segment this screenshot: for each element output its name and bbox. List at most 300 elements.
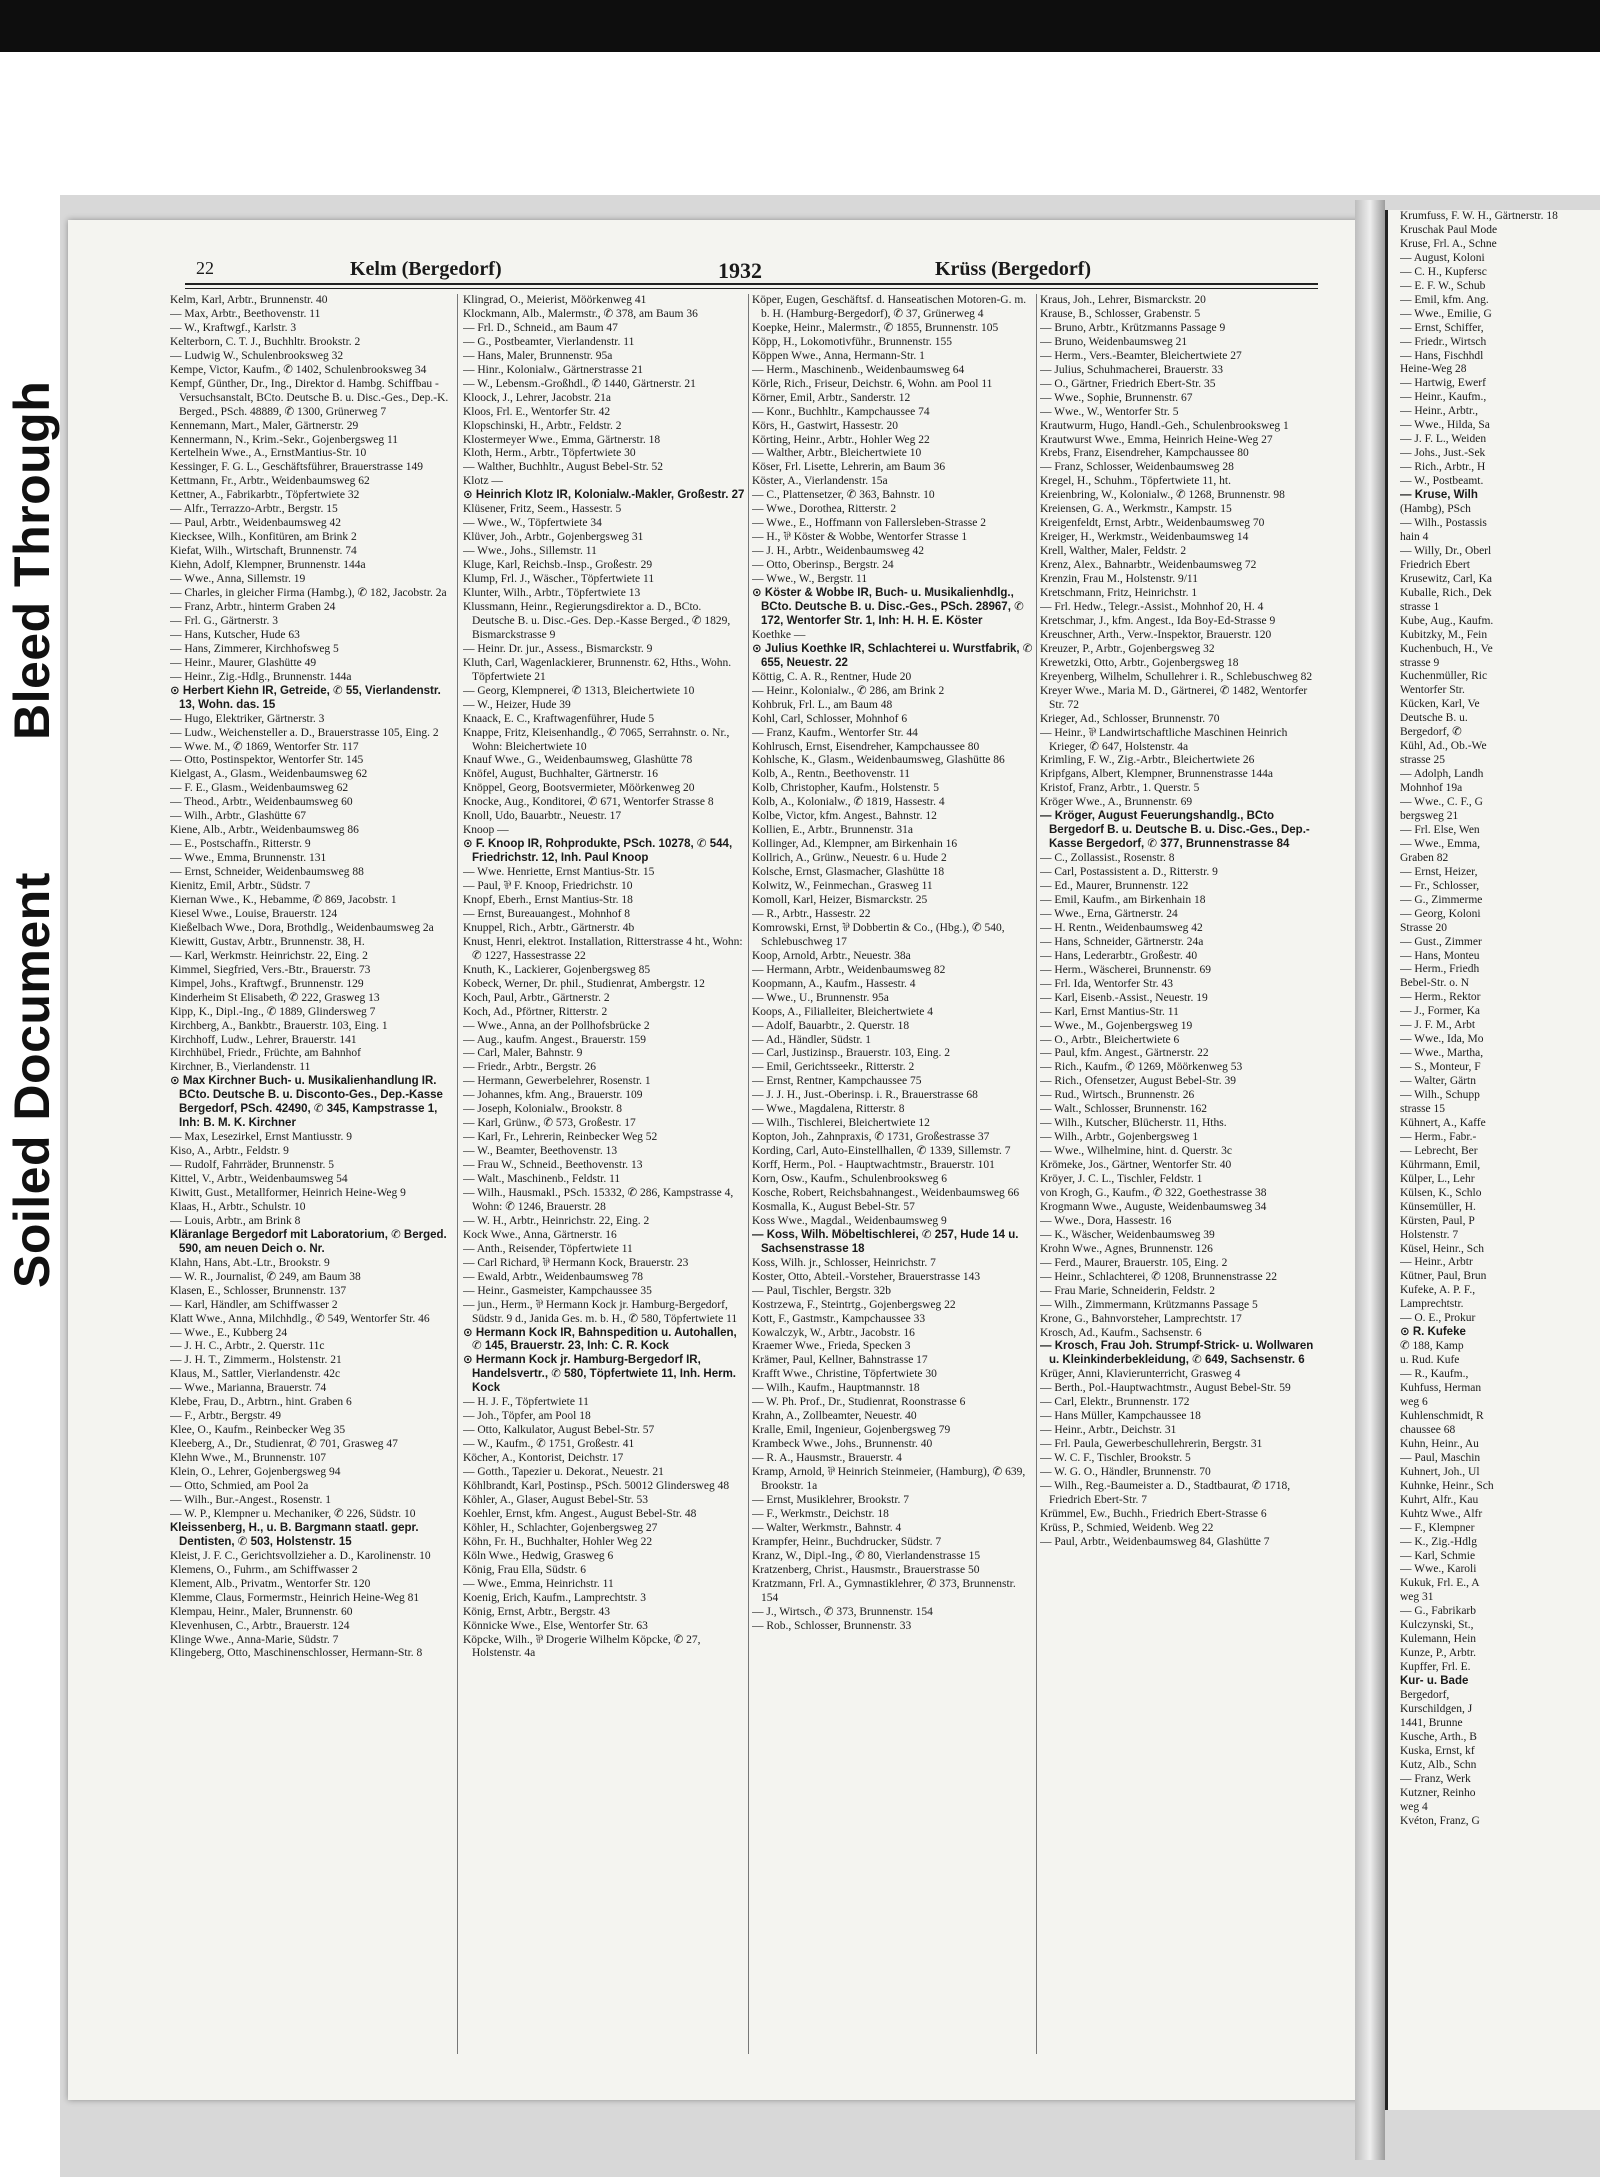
directory-entry: Heine-Weg 28 [1400,363,1467,376]
directory-entry: — H. J. F., Töpfertwiete 11 [463,1396,589,1409]
directory-entry: Kube, Aug., Kaufm. [1400,614,1494,627]
directory-entry: Kowalczyk, W., Arbtr., Jacobstr. 16 [752,1326,915,1339]
directory-entry: — Bruno, Arbtr., Krützmanns Passage 9 [1040,321,1226,334]
directory-entry: Krahn, A., Zollbeamter, Neuestr. 40 [752,1410,917,1423]
directory-entry: — Wwe., W., Wentorfer Str. 5 [1040,405,1179,418]
directory-entry: — Charles, in gleicher Firma (Hambg.), ✆ 182, Jacobstr. 2a [170,587,447,600]
directory-entry: Kratzmann, Frl. A., Gymnastiklehrer, ✆ 373, Brunnenstr. 154 [752,1577,1016,1604]
directory-entry: — W., Kraftwgf., Karlstr. 3 [170,321,297,334]
directory-entry: Kittel, V., Arbtr., Weidenbaumsweg 54 [170,1173,348,1186]
directory-entry: chaussee 68 [1400,1423,1456,1436]
directory-entry: — W., Lebensm.-Großhdl., ✆ 1440, Gärtnerstr. 21 [463,377,696,390]
directory-entry: Kulemann, Hein [1400,1633,1477,1646]
directory-entry: — J. F. M., Arbt [1400,1019,1476,1032]
directory-entry: Kiene, Alb., Arbtr., Weidenbaumsweg 86 [170,824,359,837]
directory-entry: Bergedorf, ✆ [1400,726,1462,739]
directory-entry: König, Frau Ella, Südstr. 6 [463,1563,586,1576]
directory-entry: — Kruse, Wilh [1400,489,1478,502]
directory-entry: — Berth., Pol.-Hauptwachtmstr., August Bebel-Str. 59 [1040,1382,1291,1395]
directory-entry: — Herm., Vers.-Beamter, Bleichertwiete 27 [1040,349,1242,362]
directory-entry: — Carl Richard, ⅌ Hermann Kock, Brauerstr. 23 [463,1256,689,1269]
directory-entry: — Wwe., E., Kubberg 24 [170,1326,288,1339]
directory-entry: Kranz, W., Dipl.-Ing., ✆ 80, Vierlandenstrasse 15 [752,1549,981,1562]
directory-entry: — F., Werkmstr., Deichstr. 18 [752,1507,889,1520]
directory-entry: strasse 9 [1400,656,1440,669]
directory-entry: — jun., Herm., ⅌ Hermann Kock jr. Hamburg-Bergedorf, Südstr. 9 d., Janida Ges. m. b. H., ✆ 580, Töpfertwiete 11 [463,1298,738,1325]
directory-entry: Klotz — [463,475,503,488]
directory-entry: strasse 1 [1400,600,1440,613]
directory-entry: Klevenhusen, C., Arbtr., Brauerstr. 124 [170,1619,350,1632]
directory-entry: Kohlsche, K., Glasm., Weidenbaumsweg, Glashütte 86 [752,754,1005,767]
directory-entry: — Franz, Werk [1400,1772,1471,1785]
directory-entry: Knopf, Eberh., Ernst Mantius-Str. 18 [463,893,633,906]
directory-entry: Kröger Wwe., A., Brunnenstr. 69 [1040,796,1193,809]
directory-entry: Krüger, Anni, Klavierunterricht, Grasweg 4 [1040,1368,1241,1381]
directory-entry: Kreyenberg, Wilhelm, Schullehrer i. R., Schlebuschweg 82 [1040,670,1313,683]
directory-entry: — Herm., Wäscherei, Brunnenstr. 69 [1040,963,1211,976]
directory-entry: Kretschmann, Fritz, Heinrichstr. 1 [1040,587,1198,600]
directory-entry: — Hans, Schneider, Gärtnerstr. 24a [1040,935,1204,948]
directory-entry: Kluth, Carl, Wagenlackierer, Brunnenstr. 62, Hths., Wohn. Töpfertwiete 21 [463,656,732,683]
directory-entry: Klump, Frl. J., Wäscher., Töpfertwiete 11 [463,573,655,586]
directory-entry: — Ernst, Schneider, Weidenbaumsweg 88 [170,866,364,879]
directory-entry: — Rich., Ofensetzer, August Bebel-Str. 39 [1040,1075,1236,1088]
directory-entry: Kur- u. Bade [1400,1675,1469,1688]
directory-entry: Knuth, K., Lackierer, Gojenbergsweg 85 [463,963,651,976]
directory-entry: — Ferd., Maurer, Brauerstr. 105, Eing. 2 [1040,1256,1228,1269]
directory-entry: ⊙ Hermann Kock IR, Bahnspedition u. Autohallen, ✆ 145, Brauerstr. 23, Inh: C. R. Kock [463,1326,737,1353]
directory-entry: — Ludwig W., Schulenbrooksweg 32 [170,349,344,362]
directory-entry: Kusche, Arth., B [1400,1730,1477,1743]
directory-entry: — Carl, Postassistent a. D., Ritterstr. 9 [1040,866,1218,879]
directory-entry: Koehler, Ernst, kfm. Angest., August Bebel-Str. 48 [463,1507,697,1520]
directory-entry: — Franz, Arbtr., hinterm Graben 24 [170,600,336,613]
directory-entry: — Gust., Zimmer [1400,935,1482,948]
directory-entry: Kirchberg, A., Bankbtr., Brauerstr. 103, Eing. 1 [170,1019,388,1032]
directory-entry: — Wwe., U., Brunnenstr. 95a [752,991,889,1004]
column-5 [1400,210,1600,1980]
directory-entry: — Wwe., Emma, Heinrichstr. 11 [463,1577,614,1590]
directory-entry: — Joh., Töpfer, am Pool 18 [463,1410,591,1423]
directory-entry: — J. F. L., Weiden [1400,433,1487,446]
directory-entry: Körner, Emil, Arbtr., Sanderstr. 12 [752,391,911,404]
directory-entry: (Hambg), PSch [1400,503,1471,516]
year-heading: 1932 [718,258,762,283]
directory-entry: Kröyer, J. C. L., Tischler, Feldstr. 1 [1040,1173,1203,1186]
directory-entry: Kuhtz Wwe., Alfr [1400,1507,1483,1520]
directory-entry: — Alfr., Terrazzo-Arbtr., Bergstr. 15 [170,503,338,516]
directory-entry: — Heinr., ⅌ Landwirtschaftliche Maschinen Heinrich Krieger, ✆ 647, Holstenstr. 4a [1040,726,1288,753]
directory-entry: — W. P., Klempner u. Mechaniker, ✆ 226, Südstr. 10 [170,1507,416,1520]
directory-entry: Köhlbrandt, Karl, Postinsp., PSch. 50012 Glindersweg 48 [463,1480,730,1493]
directory-entry: — Adolph, Landh [1400,768,1484,781]
directory-entry: Kertelhein Wwe., A., ErnstMantius-Str. 10 [170,447,367,460]
directory-entry: Komrowski, Ernst, ⅌ Dobbertin & Co., (Hbg.), ✆ 540, Schlebuschweg 17 [752,921,1005,948]
directory-entry: — Kröger, August Feuerungshandlg., BCto Bergedorf B. u. Deutsche B. u. Disc.-Ges., Dep.-Kasse Bergedorf, ✆ 377, Brunnenstrasse 84 [1040,810,1310,851]
directory-entry: Krogmann Wwe., Auguste, Weidenbaumsweg 34 [1040,1200,1267,1213]
directory-entry: Kupffer, Frl. E. [1400,1661,1471,1674]
directory-entry: Kreyer Wwe., Maria M. D., Gärtnerei, ✆ 1482, Wentorfer Str. 72 [1040,684,1308,711]
directory-entry: — Heinr., Schlachterei, ✆ 1208, Brunnenstrasse 22 [1040,1270,1278,1283]
directory-entry: Klinge Wwe., Anna-Marie, Südstr. 7 [170,1633,339,1646]
directory-entry: Knust, Henri, elektrot. Installation, Ritterstrasse 4 ht., Wohn: ✆ 1227, Hassestrasse 22 [463,935,743,962]
directory-entry: Klatt Wwe., Anna, Milchhdlg., ✆ 549, Wentorfer Str. 46 [170,1312,430,1325]
directory-entry: Krell, Walther, Maler, Feldstr. 2 [1040,545,1187,558]
directory-entry: — Koss, Wilh. Möbeltischlerei, ✆ 257, Hude 14 u. Sachsenstrasse 18 [752,1228,1019,1255]
directory-entry: — Hugo, Elektriker, Gärtnerstr. 3 [170,712,325,725]
directory-entry: Kreiensen, G. A., Werkmstr., Kampstr. 15 [1040,503,1232,516]
directory-entry: Klunter, Wilh., Arbtr., Töpfertwiete 13 [463,587,641,600]
directory-entry: — Wwe., Anna, an der Pollhofsbrücke 2 [463,1019,650,1032]
directory-entry: — Emil, Gerichtsseekr., Ritterstr. 2 [752,1061,915,1074]
directory-entry: — Wwe., Emma, [1400,837,1480,850]
directory-entry: — S., Monteur, F [1400,1061,1481,1074]
directory-entry: — Adolf, Bauarbtr., 2. Querstr. 18 [752,1019,910,1032]
directory-entry: — Aug., kaufm. Angest., Brauerstr. 159 [463,1033,647,1046]
directory-entry: Korff, Herm., Pol. - Hauptwachtmstr., Brauerstr. 101 [752,1159,995,1172]
directory-entry: — Heinr., Kolonialw., ✆ 286, am Brink 2 [752,684,945,697]
directory-entry: ⊙ F. Knoop IR, Rohprodukte, PSch. 10278, ✆ 544, Friedrichstr. 12, Inh. Paul Knoop [463,838,733,865]
directory-entry: strasse 25 [1400,754,1446,767]
directory-entry: Kührmann, Emil, [1400,1158,1481,1171]
directory-entry: — Paul, Tischler, Bergstr. 32b [752,1284,891,1297]
directory-entry: — Wilh., Zimmermann, Krützmanns Passage 5 [1040,1298,1258,1311]
directory-entry: — Wwe., W., Bergstr. 11 [752,573,868,586]
directory-entry: Kuhn, Heinr., Au [1400,1437,1479,1450]
directory-entry: Kelm, Karl, Arbtr., Brunnenstr. 40 [170,294,328,306]
directory-entry: Kolwitz, W., Feinmechan., Grasweg 11 [752,880,933,893]
directory-entry: u. Rud. Kufe [1400,1354,1460,1367]
directory-entry: bergsweg 21 [1400,809,1459,822]
directory-entry: Kinderheim St Elisabeth, ✆ 222, Grasweg 13 [170,991,380,1004]
directory-entry: — J. H., Arbtr., Weidenbaumsweg 42 [752,545,924,558]
directory-entry: Kießelbach Wwe., Dora, Brothdlg., Weidenbaumsweg 2a [170,921,434,934]
directory-entry: — K., Wäscher, Weidenbaumsweg 39 [1040,1228,1215,1241]
directory-entry: Klaas, H., Arbtr., Schulstr. 10 [170,1200,306,1213]
directory-entry: Kuchenbuch, H., Ve [1400,642,1493,655]
directory-entry: Kiernan Wwe., K., Hebamme, ✆ 869, Jacobstr. 1 [170,893,397,906]
directory-entry: Kolsche, Ernst, Glasmacher, Glashütte 18 [752,866,945,879]
directory-entry: Kohlrusch, Ernst, Eisendreher, Kampchaussee 80 [752,740,980,753]
directory-entry: — Emil, kfm. Ang. [1400,293,1489,306]
directory-entry: — W. Ph. Prof., Dr., Studienrat, Roonstrasse 6 [752,1396,966,1409]
directory-entry: ⊙ Köster & Wobbe IR, Buch- u. Musikalienhdlg., BCto. Deutsche B. u. Disc.-Ges., PSch. 28967, ✆ 172, Wentorfer Str. 1, Inh: H. H. E. Köster [752,587,1024,627]
directory-entry: — Herm., Maschinenb., Weidenbaumsweg 64 [752,363,965,376]
directory-entry: Kulczynski, St., [1400,1619,1474,1632]
directory-entry: — Hinr., Kolonialw., Gärtnerstrasse 21 [463,363,644,376]
directory-entry: ⊙ Heinrich Klotz IR, Kolonialw.-Makler, Großestr. 27 [463,489,745,502]
directory-entry: Kregel, H., Schuhm., Töpfertwiete 11, ht. [1040,475,1231,488]
directory-entry: Kiesel Wwe., Louise, Brauerstr. 124 [170,907,338,920]
directory-entry: — G., Postbeamter, Vierlandenstr. 11 [463,335,635,348]
directory-entry: — Hans, Lederarbtr., Großestr. 40 [1040,949,1198,962]
directory-entry: Koss Wwe., Magdal., Weidenbaumsweg 9 [752,1214,947,1227]
directory-entry: — Ed., Maurer, Brunnenstr. 122 [1040,880,1189,893]
directory-entry: Köhler, H., Schlachter, Gojenbergsweg 27 [463,1521,658,1534]
directory-entry: — Rud., Wirtsch., Brunnenstr. 26 [1040,1089,1195,1102]
directory-entry: Koch, Ad., Pförtner, Ritterstr. 2 [463,1005,608,1018]
directory-entry: von Krogh, G., Kaufm., ✆ 322, Goethestrasse 38 [1040,1187,1267,1199]
directory-entry: — Rich., Arbtr., H [1400,461,1486,474]
directory-entry: — Max, Arbtr., Beethovenstr. 11 [170,307,321,320]
directory-entry: Kuhfuss, Herman [1400,1382,1482,1395]
directory-entry: — Hartwig, Ewerf [1400,377,1486,390]
directory-entry: Krusewitz, Carl, Ka [1400,572,1492,585]
directory-entry: Kreuschner, Arth., Verw.-Inspektor, Brauerstr. 120 [1040,628,1272,641]
directory-entry: Kennermann, N., Krim.-Sekr., Gojenbergsweg 11 [170,433,399,446]
directory-entry: — W., Heizer, Hude 39 [463,698,571,711]
directory-entry: Kücken, Karl, Ve [1400,698,1480,711]
directory-entry: — Carl, Justizinsp., Brauerstr. 103, Eing. 2 [752,1047,951,1060]
directory-entry: — Otto, Schmied, am Pool 2a [170,1480,309,1493]
directory-entry: — C., Plattensetzer, ✆ 363, Bahnstr. 10 [752,489,935,502]
directory-entry: — Carl, Elektr., Brunnenstr. 172 [1040,1396,1190,1409]
directory-entry: Kiwitt, Gust., Metallformer, Heinrich Heine-Weg 9 [170,1187,406,1199]
directory-entry: Kostrzewa, F., Steintrtg., Gojenbergsweg 22 [752,1298,956,1311]
directory-entry: Kiso, A., Arbtr., Feldstr. 9 [170,1145,289,1158]
directory-entry: ⊙ Max Kirchner Buch- u. Musikalienhandlung IR. BCto. Deutsche B. u. Disconto-Ges., Dep.-Kasse Bergedorf, PSch. 42490, ✆ 345, Kampstrasse 1, Inh: B. M. K. Kirchner [170,1075,443,1130]
directory-entry: — Hermann, Gewerbelehrer, Rosenstr. 1 [463,1075,651,1088]
page-number: 22 [196,258,214,278]
directory-entry: — Karl, Werkmstr. Heinrichstr. 22, Eing. 2 [170,949,368,962]
directory-entry: Knoop — [463,824,509,837]
scanner-border [0,0,1600,52]
directory-entry: Klaus, M., Sattler, Vierlandenstr. 42c [170,1368,341,1381]
directory-entry: Kuchenmüller, Ric [1400,670,1488,683]
directory-entry: weg 6 [1400,1396,1428,1409]
directory-entry: Kuhlenschmidt, R [1400,1409,1484,1422]
directory-entry: Knuppel, Rich., Arbtr., Gärtnerstr. 4b [463,921,635,934]
directory-entry: Klüsener, Fritz, Seem., Hassestr. 5 [463,503,622,516]
directory-entry: — Wwe., Magdalena, Ritterstr. 8 [752,1103,905,1116]
directory-entry: Kluge, Karl, Reichsb.-Insp., Großestr. 29 [463,559,653,572]
directory-entry: Koepke, Heinr., Malermstr., ✆ 1855, Brunnenstr. 105 [752,321,999,334]
directory-entry: — Frau Marie, Schneiderin, Feldstr. 2 [1040,1284,1216,1297]
directory-entry: Kirchhübel, Friedr., Früchte, am Bahnhof [170,1047,361,1060]
directory-entry: — Wilh., Kaufm., Hauptmannstr. 18 [752,1382,920,1395]
directory-entry: — J. H. C., Arbtr., 2. Querstr. 11c [170,1340,325,1353]
directory-entry: Kürsten, Paul, P [1400,1214,1475,1227]
directory-entry: Kühl, Ad., Ob.-We [1400,740,1487,753]
directory-entry: Kott, F., Gastmstr., Kampchaussee 33 [752,1312,926,1325]
directory-entry: — Heinr., Arbtr., [1400,405,1478,418]
directory-entry: Krohn Wwe., Agnes, Brunnenstr. 126 [1040,1242,1213,1255]
directory-entry: Kettner, A., Fabrikarbtr., Töpfertwiete 32 [170,489,360,502]
column-4 [1040,294,1323,2064]
directory-entry: Klockmann, Alb., Malermstr., ✆ 378, am Baum 36 [463,307,698,320]
directory-entry: — R., Kaufm., [1400,1368,1469,1381]
directory-entry: — Wwe. Henriette, Ernst Mantius-Str. 15 [463,866,655,879]
directory-entry: — Wwe., Wilhelmine, hint. d. Querstr. 3c [1040,1145,1233,1158]
directory-entry: Kimpel, Johs., Kraftwgf., Brunnenstr. 129 [170,977,364,990]
book-gutter [1355,200,1385,2160]
directory-entry: — Walt., Schlosser, Brunnenstr. 162 [1040,1103,1208,1116]
directory-entry: Kielgast, A., Glasm., Weidenbaumsweg 62 [170,768,368,781]
column-divider [748,294,749,2054]
directory-entry: Kollinger, Ad., Klempner, am Birkenhain 16 [752,838,958,851]
directory-entry: Klüver, Joh., Arbtr., Gojenbergsweg 31 [463,531,644,544]
directory-entry: Krümmel, Ew., Buchh., Friedrich Ebert-Strasse 6 [1040,1507,1267,1520]
directory-entry: Knöppel, Georg, Bootsvermieter, Möörkenweg 20 [463,782,695,795]
directory-entry: Köln Wwe., Hedwig, Grasweg 6 [463,1549,614,1562]
directory-entry: — Ernst, Bureauangest., Mohnhof 8 [463,907,631,920]
directory-entry: Kloth, Herm., Arbtr., Töpfertwiete 30 [463,447,636,460]
directory-entry: 1441, Brunne [1400,1716,1463,1729]
directory-entry: Kretschmar, J., kfm. Angest., Ida Boy-Ed-Strasse 9 [1040,614,1276,627]
directory-entry: Kutzner, Reinho [1400,1786,1476,1799]
directory-entry: — Ernst, Schiffer, [1400,321,1484,334]
directory-entry: — Karl, Grünw., ✆ 573, Großestr. 17 [463,1117,636,1130]
directory-entry: Külper, L., Lehr [1400,1172,1475,1185]
directory-entry: Krautwurst Wwe., Emma, Heinrich Heine-Weg 27 [1040,433,1273,446]
directory-entry: — Frl. Else, Wen [1400,823,1480,836]
directory-entry: Knappe, Fritz, Kleisenhandlg., ✆ 7065, Serrahnstr. o. Nr., Wohn: Bleichertwiete 10 [463,726,730,753]
directory-entry: — Wilh., Hausmakl., PSch. 15332, ✆ 286, Kampstrasse 4, Wohn: ✆ 1246, Brauerstr. 28 [463,1187,734,1213]
directory-entry: — Ernst, Musiklehrer, Brookstr. 7 [752,1493,910,1506]
directory-entry: Krumfuss, F. W. H., Gärtnerstr. 18 [1400,210,1558,222]
directory-entry: — Paul, kfm. Angest., Gärtnerstr. 22 [1040,1047,1209,1060]
directory-entry: Künsemüller, H. [1400,1200,1476,1213]
directory-entry: Klemens, O., Fuhrm., am Schiffwasser 2 [170,1563,358,1576]
directory-entry: Krautwurm, Hugo, Handl.-Geh., Schulenbrooksweg 1 [1040,419,1289,432]
directory-entry: Kraemer Wwe., Frieda, Specken 3 [752,1340,911,1353]
directory-entry: — Wwe., Emilie, G [1400,307,1492,320]
directory-entry: Kopton, Joh., Zahnpraxis, ✆ 1731, Großestrasse 37 [752,1131,990,1144]
directory-entry: Köcher, A., Kontorist, Deichstr. 17 [463,1452,624,1465]
directory-entry: — Frl. Hedw., Telegr.-Assist., Mohnhof 20, H. 4 [1040,600,1264,613]
directory-entry: — Frl. Paula, Gewerbeschullehrerin, Bergstr. 31 [1040,1438,1263,1451]
directory-entry: — Heinr. Dr. jur., Assess., Bismarckstr. 9 [463,642,653,655]
directory-entry: Körting, Heinr., Arbtr., Hohler Weg 22 [752,433,930,446]
directory-entry: — Heinr., Kaufm., [1400,391,1487,404]
directory-entry: — Georg, Klempnerei, ✆ 1313, Bleichertwiete 10 [463,684,695,697]
directory-entry: Kipp, K., Dipl.-Ing., ✆ 1889, Glindersweg 7 [170,1005,376,1018]
directory-entry: — August, Koloni [1400,251,1485,264]
directory-entry: Kelterborn, C. T. J., Buchhltr. Brookstr. 2 [170,335,361,348]
directory-entry: — Paul, Arbtr., Weidenbaumsweg 84, Glashütte 7 [1040,1535,1270,1548]
directory-entry: — K., Zig.-Hdlg [1400,1535,1477,1548]
directory-entry: Kütner, Paul, Brun [1400,1270,1487,1283]
directory-entry: — Walter, Werkmstr., Bahnstr. 4 [752,1521,902,1534]
directory-entry: Kuballe, Rich., Dek [1400,586,1492,599]
directory-entry: weg 4 [1400,1800,1428,1813]
directory-entry: Köpp, H., Lokomotivführ., Brunnenstr. 155 [752,335,952,348]
directory-entry: — Emil, Kaufm., am Birkenhain 18 [1040,893,1206,906]
directory-entry: — Herm., Friedh [1400,963,1480,976]
directory-entry: — Willy, Dr., Oberl [1400,544,1492,557]
directory-entry: Knoll, Udo, Bauarbtr., Neuestr. 17 [463,810,622,823]
directory-entry: — Wwe., Hilda, Sa [1400,419,1490,432]
directory-entry: Kreiger, H., Werkmstr., Weidenbaumsweg 14 [1040,531,1249,544]
directory-entry: Kolb, A., Rentn., Beethovenstr. 11 [752,768,911,781]
directory-entry: — O. E., Prokur [1400,1312,1476,1325]
directory-entry: Kuhnke, Heinr., Sch [1400,1479,1494,1492]
directory-entry: — Herm., Fabr.- [1400,1130,1477,1143]
directory-entry: — Wilh., Bur.-Angest., Rosenstr. 1 [170,1493,331,1506]
directory-entry: Kleeberg, A., Dr., Studienrat, ✆ 701, Grasweg 47 [170,1438,398,1451]
directory-entry: — J., Former, Ka [1400,1005,1481,1018]
directory-entry: Kiehn, Adolf, Klempner, Brunnenstr. 144a [170,559,366,572]
directory-entry: Kessinger, F. G. L., Geschäftsführer, Brauerstrasse 149 [170,461,424,474]
column-divider [457,294,458,2054]
directory-entry: — Friedr., Arbtr., Bergstr. 26 [463,1061,596,1074]
directory-entry: Krömeke, Jos., Gärtner, Wentorfer Str. 40 [1040,1159,1232,1172]
directory-entry: — Friedr., Wirtsch [1400,335,1487,348]
directory-entry: Köpcke, Wilh., ⅌ Drogerie Wilhelm Köpcke, ✆ 27, Holstenstr. 4a [463,1633,701,1660]
directory-entry: Kratzenberg, Christ., Hausmstr., Brauerstrasse 50 [752,1563,980,1576]
directory-entry: Krambeck Wwe., Johs., Brunnenstr. 40 [752,1438,933,1451]
directory-entry: Kläranlage Bergedorf mit Laboratorium, ✆ Berged. 590, am neuen Deich o. Nr. [170,1228,447,1255]
directory-entry: — Georg, Koloni [1400,907,1481,920]
directory-entry: — Karl, Schmie [1400,1549,1476,1562]
directory-entry: Könnicke Wwe., Else, Wentorfer Str. 63 [463,1619,648,1632]
directory-entry: Kosmalla, K., August Bebel-Str. 57 [752,1200,915,1213]
header-rule [185,283,1318,289]
directory-entry: Klement, Alb., Privatm., Wentorfer Str. 120 [170,1577,371,1590]
directory-entry: Krampfer, Heinr., Buchdrucker, Südstr. 7 [752,1535,942,1548]
directory-entry: — Wwe., Ida, Mo [1400,1033,1484,1046]
directory-entry: — O., Arbtr., Bleichertwiete 6 [1040,1033,1180,1046]
directory-entry: — Wilh., Postassis [1400,516,1487,529]
directory-entry: Komoll, Karl, Heizer, Bismarckstr. 25 [752,893,928,906]
directory-entry: — G., Zimmerme [1400,893,1483,906]
directory-entry: — Julius, Schuhmacherei, Brauerstr. 33 [1040,363,1224,376]
directory-entry: — Joseph, Kolonialw., Brookstr. 8 [463,1103,622,1116]
soiled-document-label: Soiled Document [4,872,60,1288]
directory-entry: Kloock, J., Lehrer, Jacobstr. 21a [463,391,612,404]
right-running-head: Krüss (Bergedorf) [935,258,1092,280]
directory-entry: — Ernst, Rentner, Kampchaussee 75 [752,1075,922,1088]
directory-entry: — Rudolf, Fahrräder, Brunnenstr. 5 [170,1159,335,1172]
directory-entry: Kiefat, Wilh., Wirtschaft, Brunnenstr. 74 [170,545,357,558]
directory-entry: Kristof, Franz, Arbtr., 1. Querstr. 5 [1040,782,1200,795]
directory-entry: Friedrich Ebert [1400,558,1470,571]
directory-entry: — Carl, Maler, Bahnstr. 9 [463,1047,583,1060]
directory-entry: — Wwe., Karoli [1400,1563,1477,1576]
directory-entry: Kimmel, Siegfried, Vers.-Btr., Brauerstr. 73 [170,963,371,976]
directory-entry: — J. H. T., Zimmerm., Holstenstr. 21 [170,1354,342,1367]
directory-entry: — Johs., Just.-Sek [1400,447,1486,460]
directory-entry: — C., Zollassist., Rosenstr. 8 [1040,852,1175,865]
directory-entry: — W., Postbeamt. [1400,475,1484,488]
directory-entry: Körle, Rich., Friseur, Deichstr. 6, Wohn. am Pool 11 [752,377,993,390]
directory-entry: Koch, Paul, Arbtr., Gärtnerstr. 2 [463,991,610,1004]
directory-entry: — R. A., Hausmstr., Brauerstr. 4 [752,1452,902,1465]
directory-entry: — Gotth., Tapezier u. Dekorat., Neuestr. 21 [463,1466,664,1479]
directory-entry: Kirchner, B., Vierlandenstr. 11 [170,1061,311,1074]
directory-entry: Wentorfer Str. [1400,684,1465,697]
directory-entry: Krimling, F. W., Zig.-Arbtr., Bleichertwiete 26 [1040,754,1255,767]
directory-entry: — W. C. F., Tischler, Brookstr. 5 [1040,1452,1191,1465]
directory-entry: Kock Wwe., Anna, Gärtnerstr. 16 [463,1228,617,1241]
directory-entry: — Johannes, kfm. Ang., Brauerstr. 109 [463,1089,643,1102]
directory-entry: Klingeberg, Otto, Maschinenschlosser, Hermann-Str. 8 [170,1647,423,1660]
directory-entry: — Wwe., Erna, Gärtnerstr. 24 [1040,907,1178,920]
directory-entry: — Bruno, Weidenbaumsweg 21 [1040,335,1188,348]
directory-entry: — Heinr., Arbtr [1400,1256,1473,1269]
directory-entry: Bergedorf, [1400,1689,1450,1702]
directory-entry: — Rich., Kaufm., ✆ 1269, Möörkenweg 53 [1040,1061,1243,1074]
directory-entry: Kirchhoff, Ludw., Lehrer, Brauerstr. 141 [170,1033,357,1046]
directory-entry: — Wwe., Marianna, Brauerstr. 74 [170,1382,327,1395]
directory-entry: — F. E., Glasm., Weidenbaumsweg 62 [170,782,349,795]
directory-entry: Köttig, C. A. R., Rentner, Hude 20 [752,670,912,683]
directory-entry: — Wwe., Sophie, Brunnenstr. 67 [1040,391,1193,404]
directory-entry: — Heinr., Zig.-Hdlg., Brunnenstr. 144a [170,670,352,683]
directory-entry: — Wwe., Anna, Sillemstr. 19 [170,573,306,586]
directory-entry: Kiewitt, Gustav, Arbtr., Brunnenstr. 38, H. [170,935,365,948]
directory-entry: Kubitzky, M., Fein [1400,628,1488,641]
